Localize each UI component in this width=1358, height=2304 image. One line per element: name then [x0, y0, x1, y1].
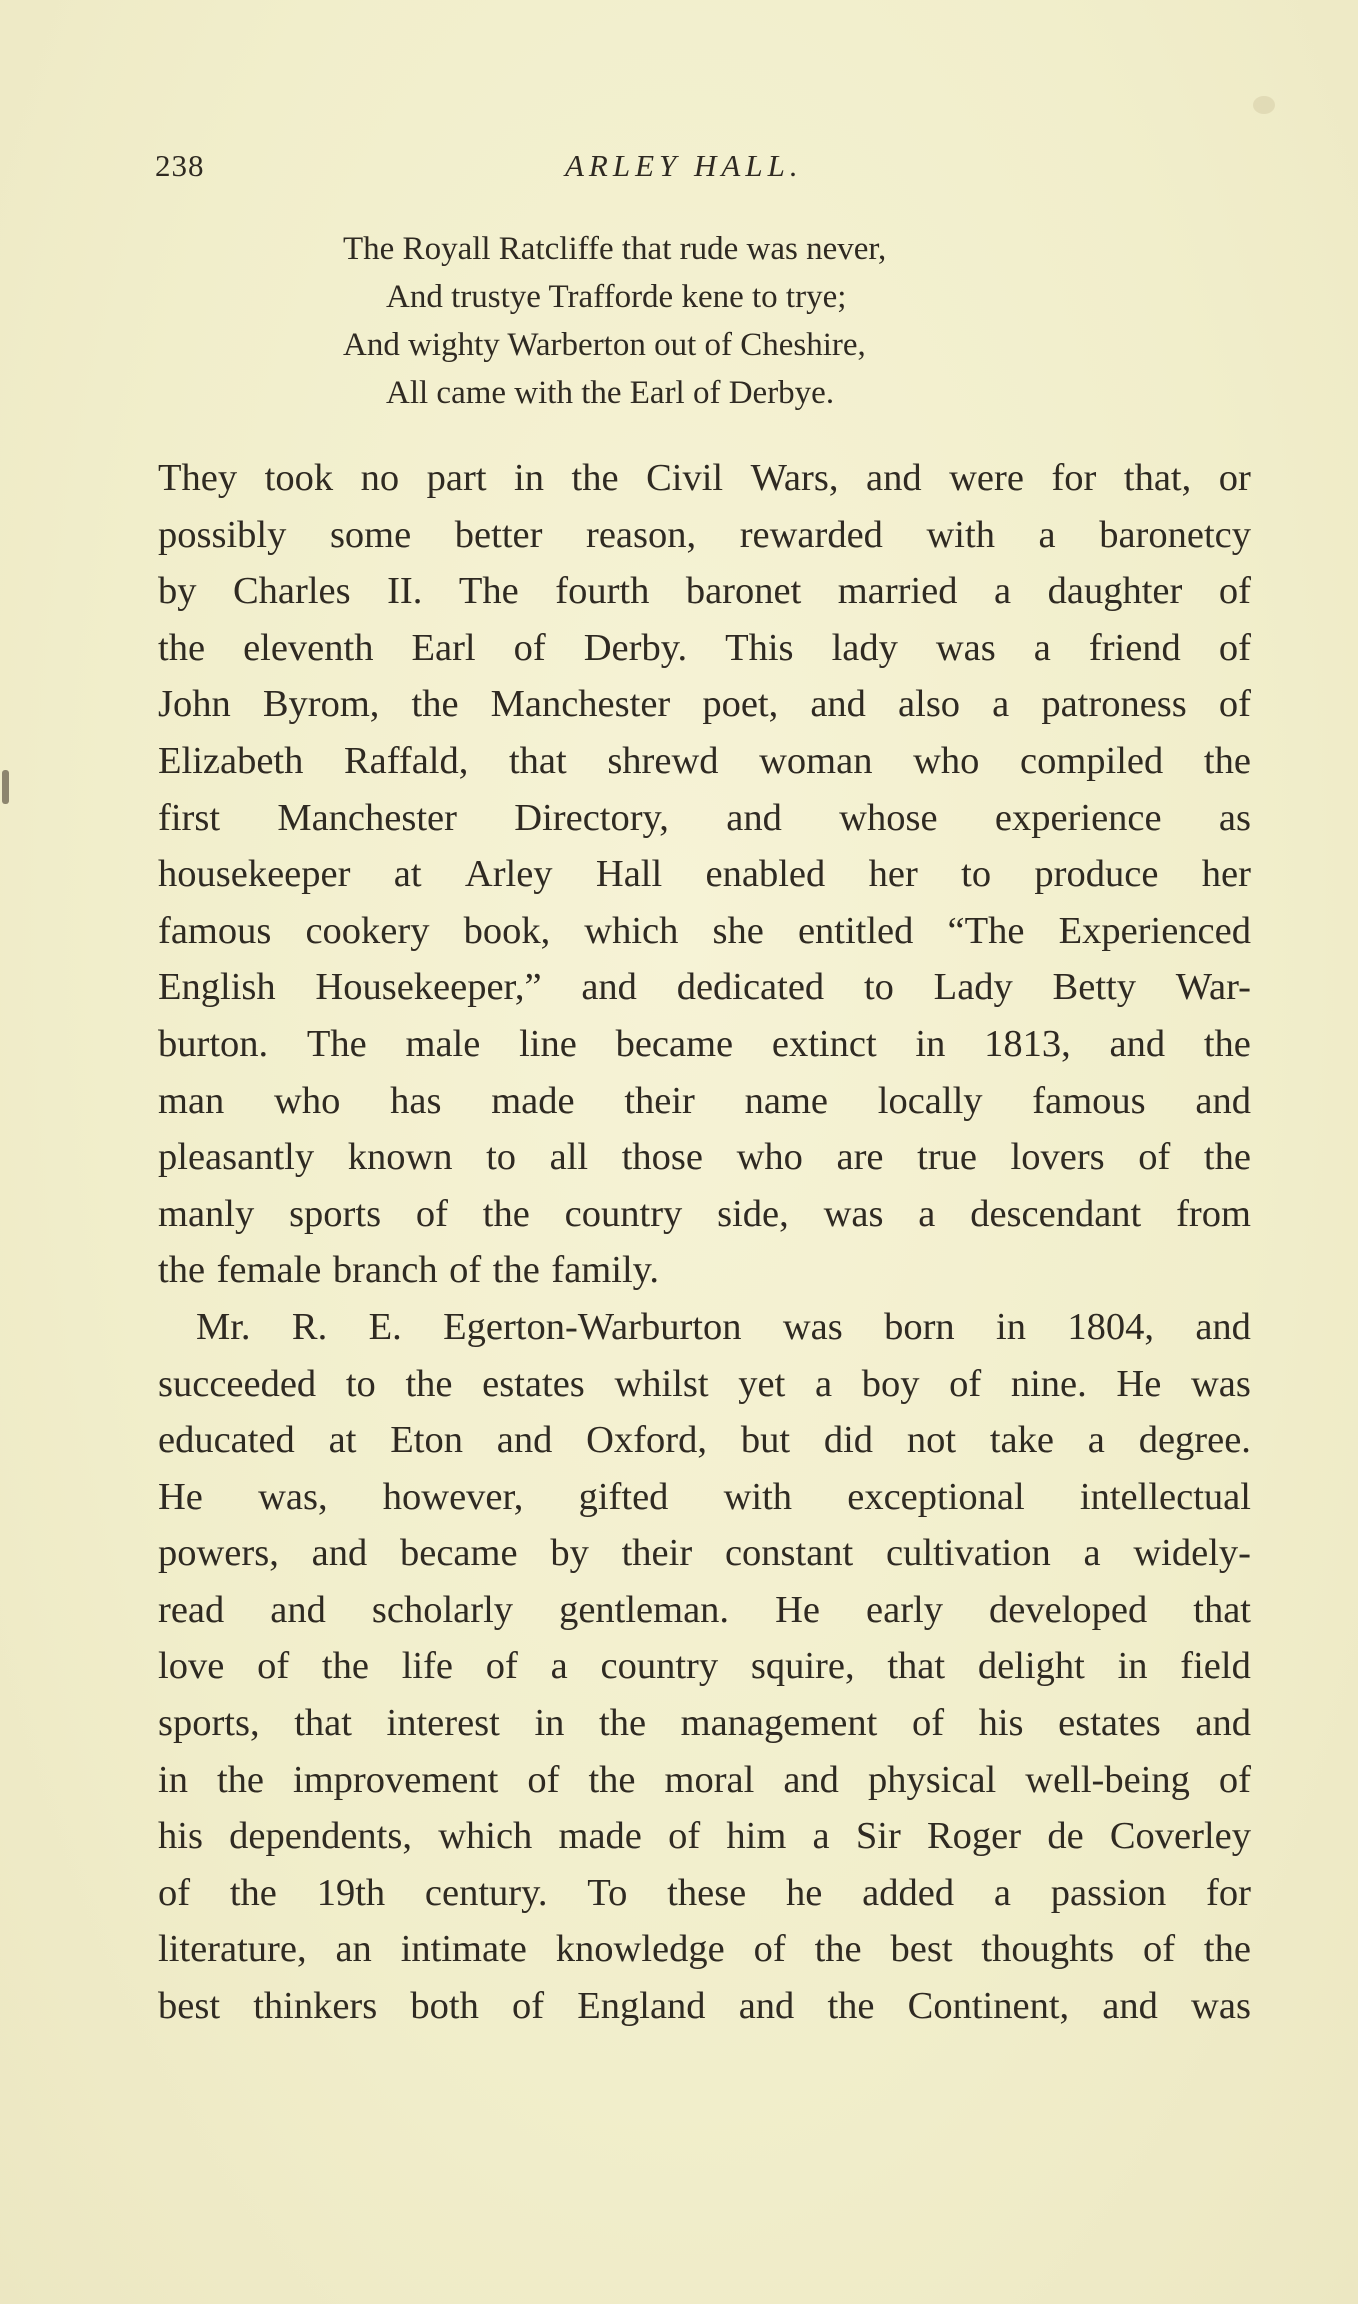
text-line: burton. The male line became extinct in 1813, and the — [158, 1022, 1251, 1065]
text-line: manly sports of the country side, was a descendant from — [158, 1192, 1251, 1235]
text-line: first Manchester Directory, and whose experience as — [158, 796, 1251, 839]
text-line: English Housekeeper,” and dedicated to Lady Betty War- — [158, 966, 1251, 1009]
text-line: John Byrom, the Manchester poet, and also a patroness of — [158, 683, 1251, 726]
verse-line: And trustye Trafforde kene to trye; — [386, 279, 847, 315]
page-edge-mark — [2, 770, 9, 804]
text-line: best thinkers both of England and the Continent, and was — [158, 1985, 1251, 2028]
paper-stain — [1253, 96, 1275, 114]
text-line: They took no part in the Civil Wars, and were for that, or — [158, 457, 1251, 499]
text-line: read and scholarly gentleman. He early developed that — [158, 1588, 1251, 1631]
text-line: He was, however, gifted with exceptional intellectual — [158, 1475, 1251, 1518]
verse-line: The Royall Ratcliffe that rude was never, — [343, 231, 887, 267]
text-line: literature, an intimate knowledge of the best thoughts of the — [158, 1928, 1251, 1971]
text-line: by Charles II. The fourth baronet married a daughter of — [158, 570, 1251, 613]
text-line: in the improvement of the moral and physical well-being of — [158, 1758, 1251, 1801]
text-line: Mr. R. E. Egerton-Warburton was born in 1804, and — [196, 1305, 1251, 1348]
text-line: the eleventh Earl of Derby. This lady was a friend of — [158, 626, 1251, 669]
text-line: housekeeper at Arley Hall enabled her to produce her — [158, 853, 1251, 896]
running-title: ARLEY HALL. — [565, 148, 803, 183]
page-number: 238 — [155, 148, 205, 183]
running-head — [155, 148, 1255, 192]
text-line: man who has made their name locally famous and — [158, 1079, 1251, 1122]
body-text — [158, 450, 1251, 2035]
text-line: powers, and became by their constant cultivation a widely- — [158, 1532, 1251, 1575]
text-line: educated at Eton and Oxford, but did not take a degree. — [158, 1419, 1251, 1462]
verse-line: All came with the Earl of Derbye. — [386, 375, 835, 411]
text-line: of the 19th century. To these he added a passion for — [158, 1871, 1251, 1914]
text-line: the female branch of the family. — [158, 1249, 660, 1292]
text-line: famous cookery book, which she entitled “The Experienced — [158, 909, 1251, 952]
text-line: succeeded to the estates whilst yet a boy of nine. He was — [158, 1362, 1251, 1405]
verse-line: And wighty Warberton out of Cheshire, — [343, 327, 866, 363]
text-line: Elizabeth Raffald, that shrewd woman who compiled the — [158, 739, 1251, 782]
text-line: love of the life of a country squire, that delight in field — [158, 1645, 1251, 1688]
text-line: his dependents, which made of him a Sir Roger de Coverley — [158, 1815, 1251, 1858]
text-line: possibly some better reason, rewarded with a baronetcy — [158, 513, 1251, 556]
text-line: sports, that interest in the management of his estates and — [158, 1702, 1251, 1745]
text-line: pleasantly known to all those who are true lovers of the — [158, 1136, 1251, 1179]
